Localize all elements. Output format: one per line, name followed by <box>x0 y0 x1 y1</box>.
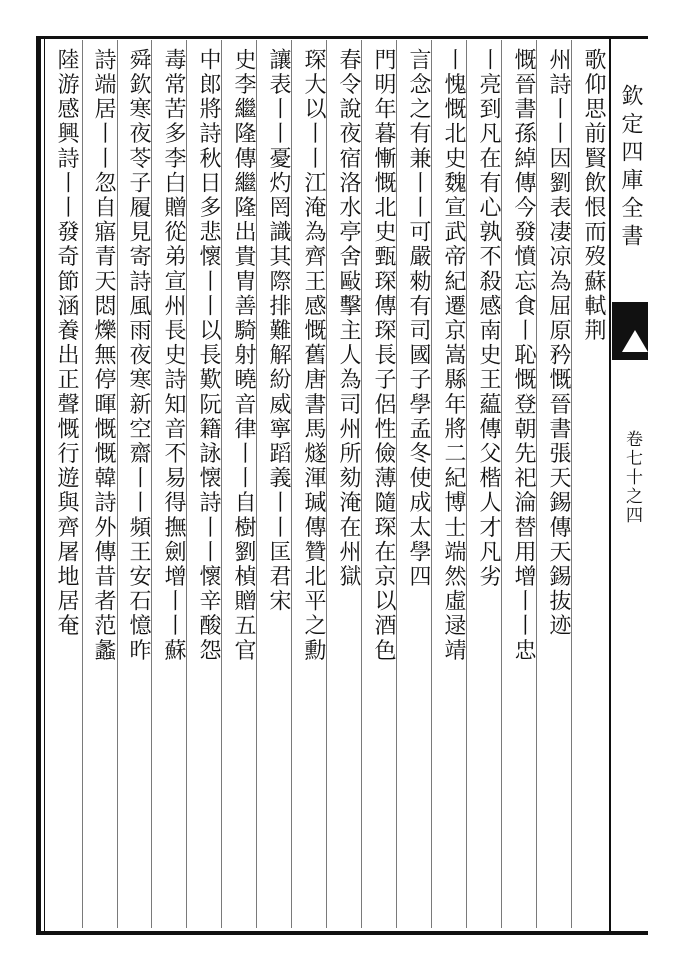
text-column: 史李繼隆傳繼隆出貴胄善騎射曉音律丨丨自樹劉楨贈五官 <box>231 48 256 663</box>
text-column: 慨晉書孫綽傳今發憤忘食丨恥慨登朝先祀淪替用增丨丨忠 <box>511 48 536 663</box>
text-column: 春令說夜宿洛水亭舍敺擊主人為司州所劾淹在州獄 <box>336 48 361 590</box>
text-column: 中郎將詩秋日多悲懷丨丨以長歎阮籍詠懐詩丨丨懷辛酸怨 <box>196 48 221 663</box>
text-column: 讓表丨丨憂灼罔識其際排難解紛威寧蹈義丨丨匡君宋 <box>266 48 291 614</box>
fishtail-notch <box>622 330 648 352</box>
margin-strip <box>612 40 648 928</box>
text-column: 毒常苦多李白贈從弟宣州長史詩知音不易得撫劍增丨丨蘇 <box>161 48 186 663</box>
text-column: 舜欽寒夜苓子履見寄詩風雨夜寒新空齋丨丨頻王安石憶昨 <box>126 48 151 663</box>
text-column: 言念之有兼丨丨可嚴勑有司國子學孟冬使成太學四 <box>406 48 431 590</box>
text-column: 丨愧慨北史魏宣武帝紀遷京嵩縣年將二紀博士端然虛逯靖 <box>441 48 466 663</box>
margin-book-title: 欽定四庫全書 <box>618 84 643 252</box>
text-column: 歌仰思前賢飲恨而歿蘇軾荆 <box>581 48 606 344</box>
frame-left-rule <box>36 36 41 932</box>
margin-volume-number: 卷七十之四 <box>622 430 642 525</box>
text-column: 琛大以丨丨江淹為齊王感慨舊唐書馬燧渾瑊傳贊北平之勳 <box>301 48 326 663</box>
frame-left-rule-inner <box>44 36 45 932</box>
text-column: 州詩丨丨因劉表凄凉為屈原矜慨晉書張天錫傳天錫抜迹 <box>546 48 571 639</box>
text-column: 陸游感興詩丨丨發奇節涵養出正聲慨行遊與齊屠地居奄 <box>54 48 79 639</box>
text-column: 門明年暮慚慨北史甄琛傳琛長子侶性儉薄隨琛在京以酒色 <box>371 48 396 663</box>
text-column: 丨亮到凡在有心孰不殺感南史王藴傳父楷人才凡劣 <box>476 48 501 590</box>
text-column: 詩端居丨丨忽自寤青天悶爍無停暉慨慨韓詩外傳昔者范蠡 <box>91 48 116 663</box>
